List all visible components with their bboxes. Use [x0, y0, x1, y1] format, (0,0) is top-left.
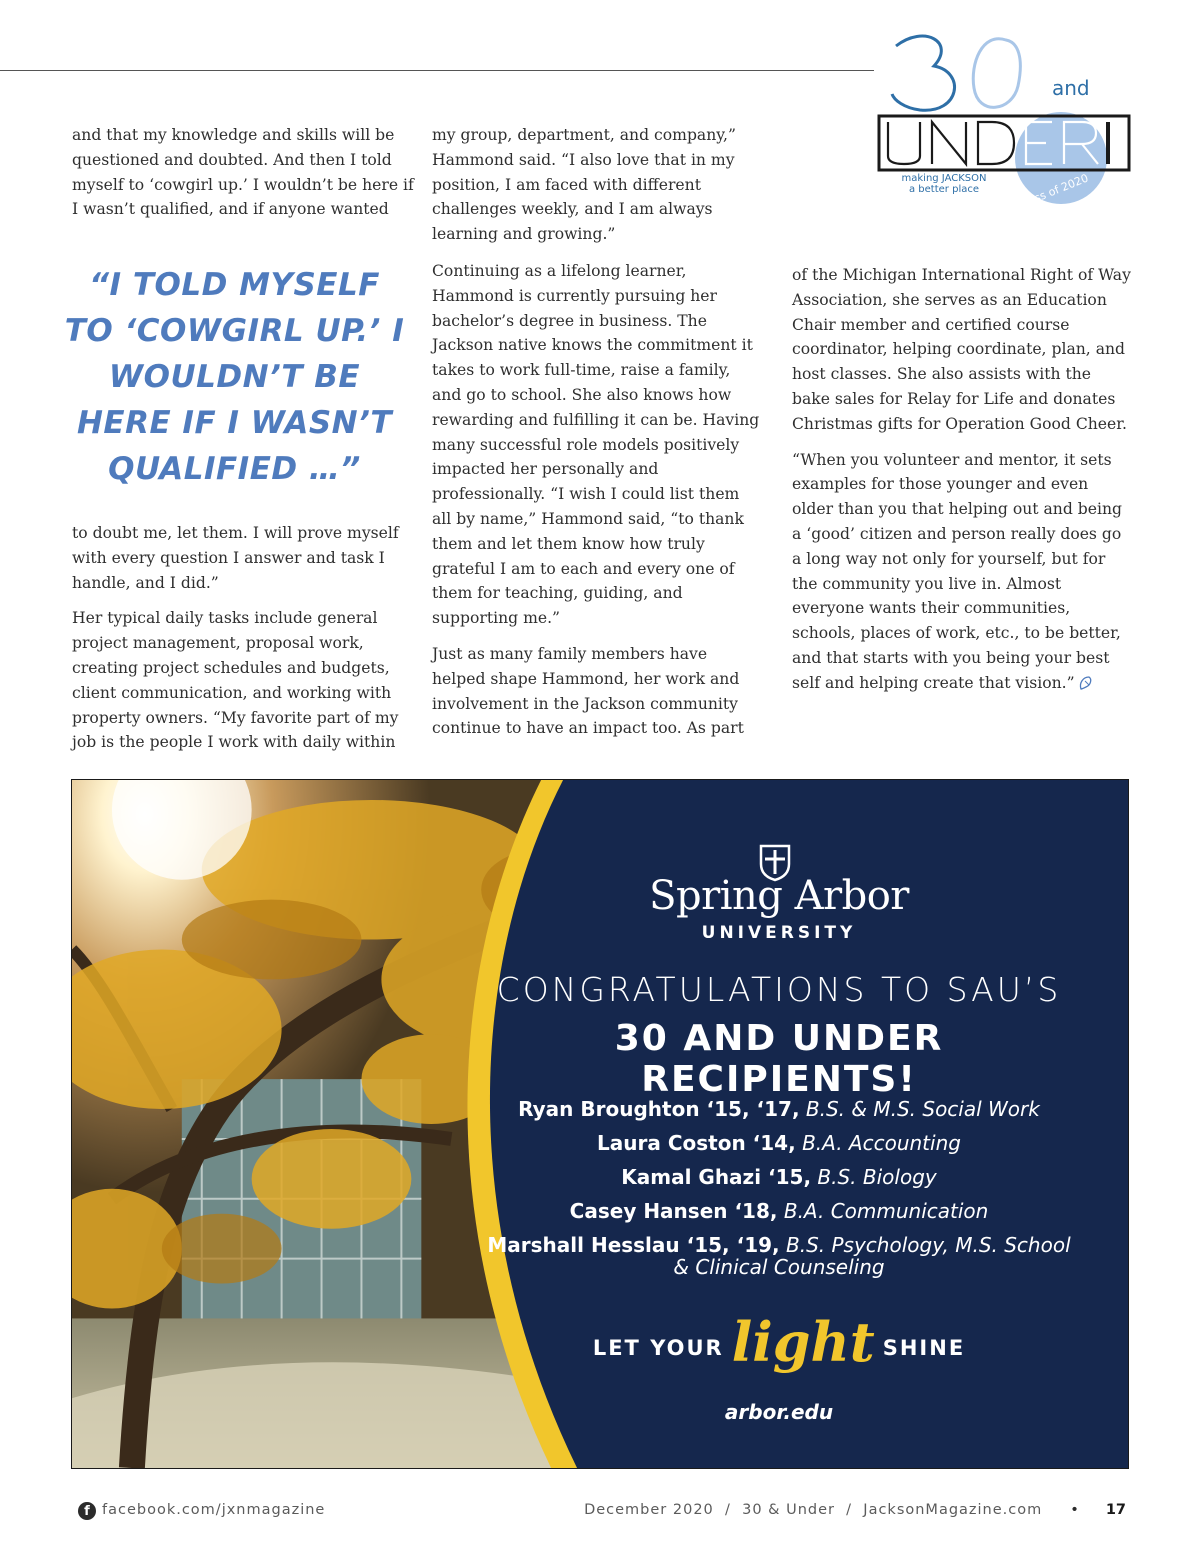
article-column-3 — [792, 263, 1132, 707]
recipient-degree: B.S. & M.S. Social Work — [805, 1097, 1040, 1121]
spring-arbor-advertisement — [71, 779, 1129, 1469]
ad-website[interactable]: arbor.edu — [724, 1400, 834, 1424]
recipient-degree: B.S. Biology — [817, 1165, 937, 1189]
article-paragraph: and that my knowledge and skills will be questioned and doubted. And then I told myself to ‘cowgirl up.’ I wouldn’t be here if I wasn’t qualified, and if anyone wanted — [72, 126, 414, 219]
article-column-1-top — [72, 123, 417, 233]
article-paragraph: Just as many family members have helped shape Hammond, her work and involvement in the Jackson community continue to have an impact too. As part — [432, 644, 744, 738]
recipient-item — [472, 1160, 1086, 1194]
thirty-and-under-logo — [874, 28, 1144, 228]
logo-letter-i — [1106, 122, 1110, 164]
top-rule — [0, 70, 874, 71]
recipient-name: Laura Coston ‘14, — [597, 1131, 796, 1155]
recipients-list — [472, 1092, 1086, 1278]
article-paragraph: of the Michigan International Right of Way Association, she serves as an Education Chair member and certified course coordinator, helping coordinate, plan, and host classes. She also assists with the bake sales for Relay for Life and donates Christmas gifts for Operation Good Cheer. — [792, 266, 1131, 433]
ad-headline-1: CONGRATULATIONS TO SAU’S — [496, 970, 1062, 1009]
recipient-degree: B.A. Communication — [783, 1199, 989, 1223]
logo-under-letters — [888, 122, 1014, 164]
recipient-item — [472, 1194, 1086, 1228]
article-paragraph: Her typical daily tasks include general project management, proposal work, creating project schedules and budgets, client communication, and working with property owners. “My favorite part of my job is the people I work with daily within — [72, 609, 399, 752]
article-paragraph: Continuing as a lifelong learner, Hammond is currently pursuing her bachelor’s degree in business. The Jackson native knows the commitment it takes to work full-time, raise a family, and go to school. She also knows how rewarding and fulfilling it can be. Having many successful role models positively impacted her personally and professionally. “I wish I could list them all by name,” Hammond said, “to thank them and let them know how truly grateful I am to each and every one of them for teaching, guiding, and supporting me.” — [432, 262, 760, 628]
facebook-icon: f — [78, 1502, 96, 1520]
recipient-item — [472, 1228, 1086, 1278]
logo-tagline — [874, 173, 1014, 195]
tagline-after: SHINE — [882, 1336, 966, 1360]
article-paragraph-final — [792, 448, 1132, 696]
logo-three — [892, 36, 955, 110]
pull-quote: “I TOLD MYSELF TO ‘COWGIRL UP.’ I WOULDN’T BE HERE IF I WASN’T QUALIFIED …” — [64, 267, 405, 487]
tagline-light-word: light — [731, 1310, 875, 1374]
article-column-2-top — [432, 123, 762, 258]
recipient-name: Casey Hansen ‘18, — [569, 1199, 778, 1223]
recipient-name: Ryan Broughton ‘15, ‘17, — [518, 1097, 800, 1121]
article-paragraph: to doubt me, let them. I will prove myself with every question I answer and task I handle, and I did.” — [72, 524, 399, 592]
tagline-before: LET YOUR — [592, 1336, 724, 1360]
recipient-item — [472, 1092, 1086, 1126]
article-column-2 — [432, 259, 762, 752]
logo-and-text: and — [1052, 76, 1090, 100]
recipient-item — [472, 1126, 1086, 1160]
page-footer — [0, 1500, 1200, 1526]
article-paragraph: my group, department, and company,” Hammond said. “I also love that in my position, I am faced with different challenges weekly, and I am always learning and growing.” — [432, 126, 736, 244]
footer-bullet: • — [1070, 1502, 1080, 1518]
end-mark-icon — [1077, 674, 1095, 692]
recipient-degree: B.S. Psychology, M.S. School — [786, 1233, 1071, 1257]
article-final-text: “When you volunteer and mentor, it sets examples for those younger and even older than you that helping out and being a ‘good’ citizen and person really does go a long way not only for yourself, but for the community you live in. Almost everyone wants their communities, schools, places of work, etc., to be better, and that starts with you being your best self and helping create that vision.” — [792, 450, 1122, 692]
recipient-degree: B.A. Accounting — [802, 1131, 961, 1155]
recipient-name: Marshall Hesslau ‘15, ‘19, — [487, 1233, 780, 1257]
logo-tagline-line-1: making JACKSON — [901, 173, 987, 184]
ad-text-panel — [472, 780, 1129, 1469]
university-name: Spring Arbor — [649, 873, 909, 919]
footer-issue-info — [584, 1502, 1126, 1518]
logo-zero — [973, 39, 1020, 108]
recipient-degree-continued: & Clinical Counseling — [673, 1255, 885, 1279]
recipient-name: Kamal Ghazi ‘15, — [621, 1165, 812, 1189]
logo-tagline-line-2: a better place — [909, 184, 979, 195]
ad-headline-2: 30 AND UNDER RECIPIENTS! — [614, 1018, 944, 1100]
logo-graphic — [874, 28, 1144, 228]
facebook-link[interactable]: facebook.com/jxnmagazine — [102, 1502, 326, 1518]
logo-class-of: Class of 2020 — [1016, 171, 1091, 212]
footer-issue-text: December 2020 / 30 & Under / JacksonMagazine.com — [584, 1502, 1043, 1518]
ad-tagline — [472, 1310, 1086, 1374]
university-subtitle: UNIVERSITY — [701, 923, 857, 943]
page-number: 17 — [1105, 1502, 1126, 1518]
article-column-1-bottom — [72, 521, 417, 766]
